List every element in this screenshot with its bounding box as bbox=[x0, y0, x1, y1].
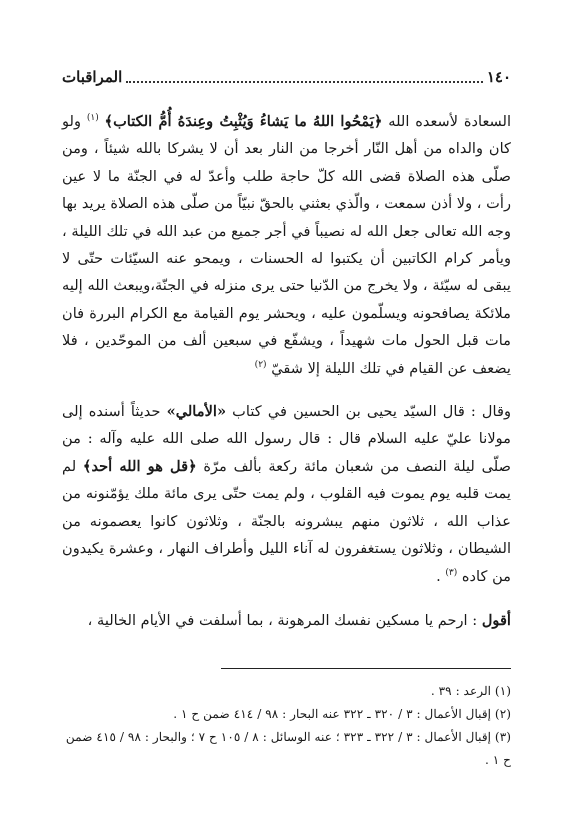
page-number: ١٤٠ bbox=[486, 68, 511, 86]
footnote-marker: (٣) bbox=[445, 567, 458, 578]
footnote-marker: (٢) bbox=[254, 359, 267, 370]
running-header bbox=[62, 66, 511, 88]
paragraph-2 bbox=[62, 398, 511, 590]
lead-word: أقول bbox=[481, 611, 511, 629]
main-text bbox=[62, 108, 511, 634]
footnotes bbox=[62, 680, 511, 772]
footnote-1: (١) الرعد : ٣٩ . bbox=[430, 684, 511, 698]
paragraph-1 bbox=[62, 108, 511, 382]
text-segment: السعادة لأسعده الله bbox=[382, 113, 512, 130]
header-dot-leader bbox=[126, 71, 483, 83]
footnote-2: (٢) إقبال الأعمال : ٣ / ٣٢٠ ـ ٣٢٢ عنه البحار : ٩٨ / ٤١٤ ضمن ح ١ . bbox=[173, 707, 511, 721]
paragraph-3 bbox=[62, 607, 511, 634]
text-segment: . bbox=[436, 567, 441, 585]
text-segment: : ارحم يا مسكين نفسك المرهونة ، بما أسلفت في الأيام الخالية ، bbox=[87, 611, 478, 629]
text-segment: ولو كان والداه من أهل النّار أخرجا من النار بعد أن لا يشركا بالله شيئاً ، ومن صلّى هذه الصلاة قضى الله كلّ حاجة طلب وأعدّ له في الجنّة ما لا عين رأت ، ولا أذن سمعت ، والّذي بعثني بالحقّ نبيّاً من صلّى هذه الصلاة يريد بها وجه الله تعالى جعل الله له نصيباً في أجر جميع من عبد الله في تلك الليلة ، ويأمر كرام الكاتبين أن يكتبوا له الحسنات ، ويمحو عنه السيّئات حتّى لا يبقى له سيّئة ، ولا يخرج من الدّنيا حتى يرى منزله في الجنّة،ويبعث الله إليه ملائكة يصافحونه ويسلّمون عليه ، ويحشر يوم القيامة مع الكرام البررة فان مات قبل الحول مات شهيداً ، ويشفّع في سبعين ألف من الموحّدين ، فلا يضعف عن القيام في تلك الليلة إلا شقيّ bbox=[62, 113, 511, 377]
book-title: «الأمالي» bbox=[166, 403, 227, 421]
quran-verse: ﴿يَمْحُوا اللهُ ما يَشاءُ وَيُثْبِتُ وعِندَهُ أُمُّ الكتاب﴾ bbox=[104, 113, 383, 130]
footnote-marker: (١) bbox=[86, 113, 99, 124]
quran-verse: ﴿قل هو الله أحد﴾ bbox=[82, 457, 197, 475]
text-segment: لم يمت قلبه يوم يموت فيه القلوب ، ولم يمت حتّى يرى مائة ملك يؤمّنونه من عذاب الله ، ثلاثون منهم يبشرونه بالجنّة ، وثلاثون كانوا يعصمونه من الشيطان ، وثلاثون يستغفرون له آناء الليل وأطراف النهار ، وعشرة يكيدون من كاده bbox=[62, 457, 511, 585]
text-segment: حديثاً أسنده إلى مولانا عليّ عليه السلام قال : قال رسول الله صلى الله عليه وآله : من صلّى ليلة النصف من شعبان مائة ركعة بألف مرّة bbox=[62, 403, 511, 475]
footnote-3: (٣) إقبال الأعمال : ٣ / ٣٢٢ ـ ٣٢٣ ؛ عنه الوسائل : ٨ / ١٠٥ ح ٧ ؛ والبحار : ٩٨ / ٤١٥ ضمن ح ١ . bbox=[65, 730, 511, 767]
text-segment: وقال : قال السيّد يحيى بن الحسين في كتاب bbox=[226, 403, 511, 421]
running-title: المراقبات bbox=[62, 68, 123, 86]
footnote-divider bbox=[221, 668, 511, 669]
